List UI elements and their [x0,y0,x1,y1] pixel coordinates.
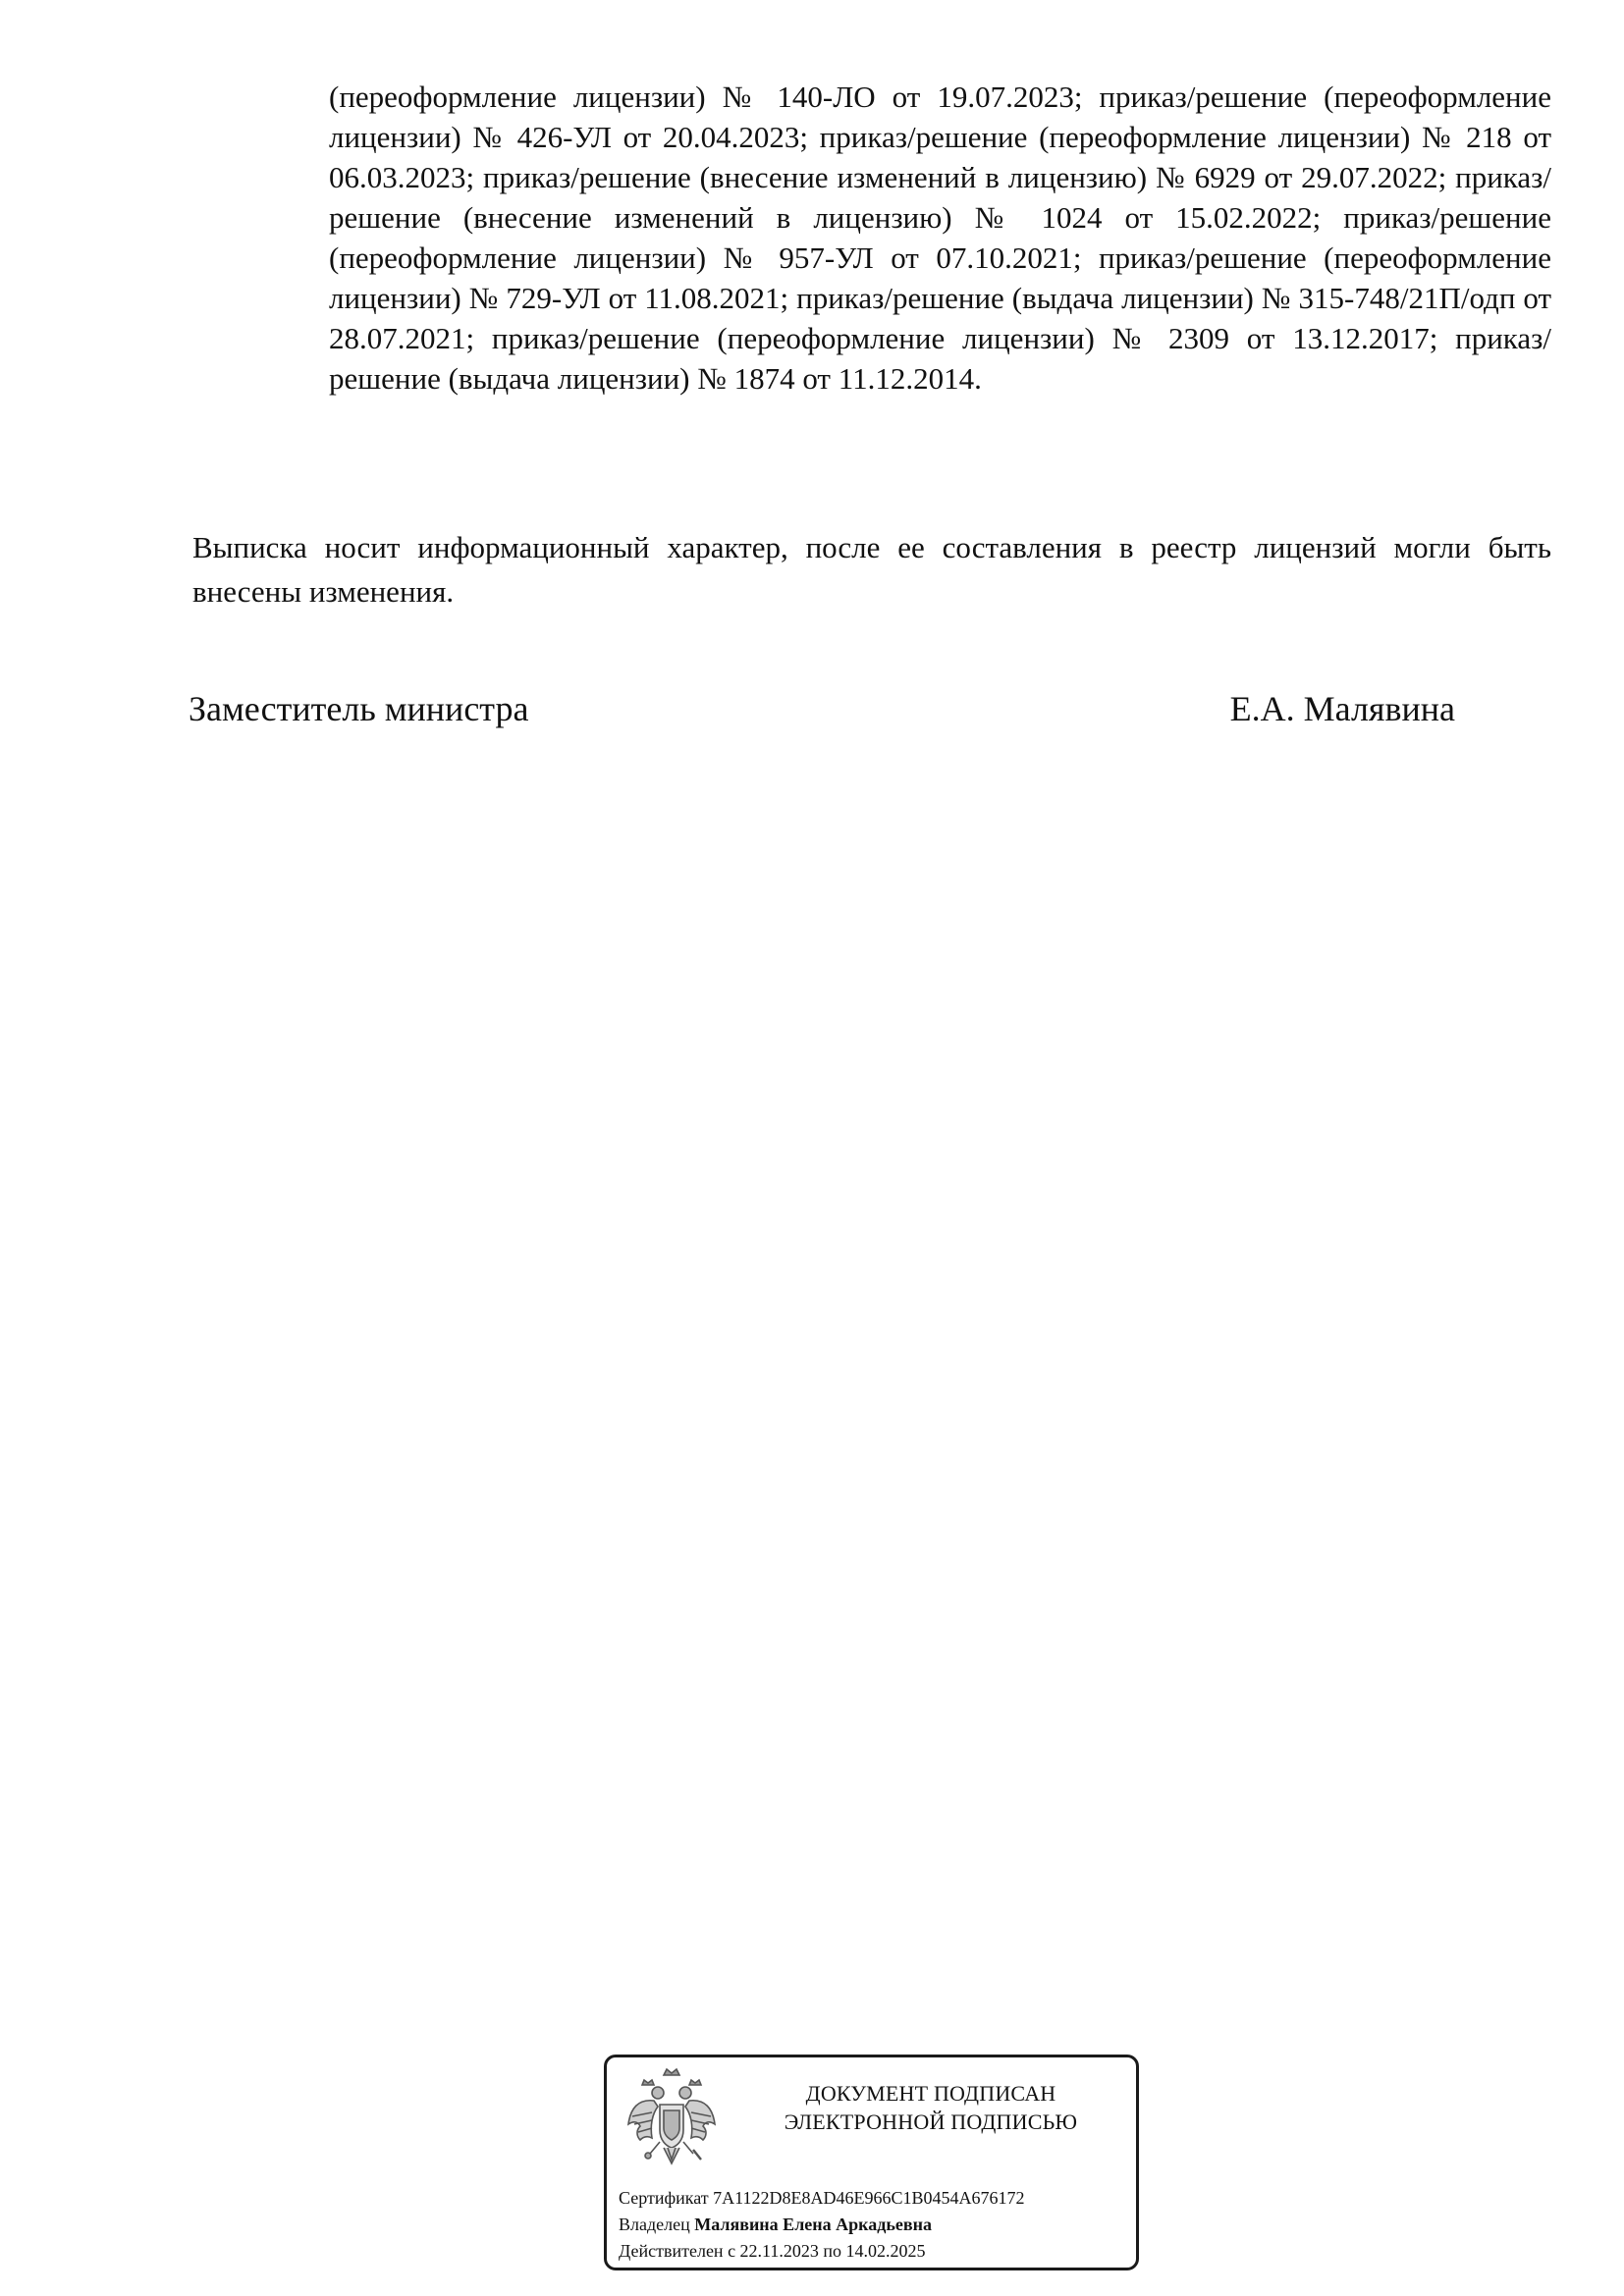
certificate-row [619,2185,1129,2212]
stamp-title-line2: ЭЛЕКТРОННОЙ ПОДПИСЬЮ [784,2109,1078,2134]
stamp-details [619,2185,1129,2265]
disclaimer-text: Выписка носит информационный характер, после ее составления в реестр лицензий могли быть внесены изменения. [192,530,1551,609]
stamp-title [734,2079,1127,2136]
owner-value: Малявина Елена Аркадьевна [694,2215,932,2234]
owner-label: Владелец [619,2215,690,2234]
signature-line [189,687,1455,730]
license-history-text: (переоформление лицензии) № 140-ЛО от 19.07.2023; приказ/решение (переоформление лицензии) № 426-УЛ от 20.04.2023; приказ/решение (переоформление лицензии) № 218 от 06.03.2023; приказ/решение (внесение изменений в лицензию) № 6929 от 29.07.2022; приказ/решение (внесение изменений в лицензию) № 1024 от 15.02.2022; приказ/решение (переоформление лицензии) № 957-УЛ от 07.10.2021; приказ/решение (переоформление лицензии) № 729-УЛ от 11.08.2021; приказ/решение (выдача лицензии) № 315-748/21П/одп от 28.07.2021; приказ/решение (переоформление лицензии) № 2309 от 13.12.2017; приказ/решение (выдача лицензии) № 1874 от 11.12.2014. [329,80,1551,396]
coat-of-arms-icon [624,2065,719,2171]
signatory-position: Заместитель министра [189,689,529,728]
electronic-signature-stamp [604,2055,1139,2270]
certificate-label: Сертификат [619,2188,709,2208]
certificate-value: 7A1122D8E8AD46E966C1B0454A676172 [713,2188,1025,2208]
stamp-title-line1: ДОКУМЕНТ ПОДПИСАН [805,2081,1056,2106]
signatory-name: Е.А. Малявина [1229,689,1455,728]
owner-row [619,2212,1129,2238]
validity-row: Действителен с 22.11.2023 по 14.02.2025 [619,2241,926,2261]
